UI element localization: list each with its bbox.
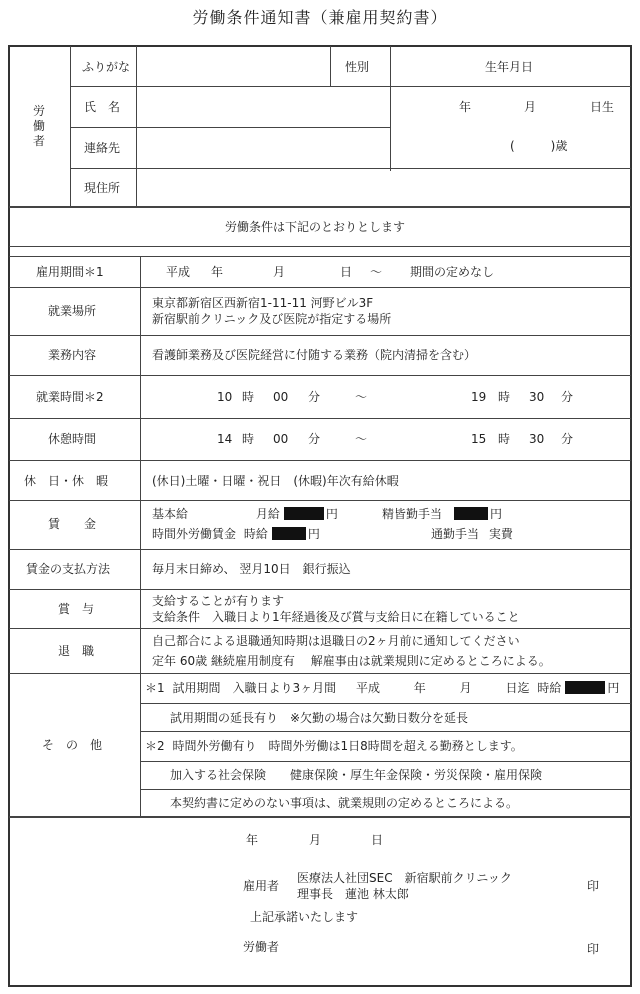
break-end-hour-unit: 時 [498,432,511,446]
row-divider-duties [9,335,631,336]
hours-start-min-unit: 分 [308,390,321,404]
period-era: 平成 [166,265,191,279]
birth-day-unit: 日生 [590,100,615,114]
overtime-text: 時間外労働有り 時間外労働は1日8時間を超える勤務とします。 [172,739,523,753]
hours-start-hour-unit: 時 [242,390,255,404]
wage-monthly-yen: 円 [325,507,338,521]
retire-line2: 定年 60歳 継続雇用制度有 解雇事由は就業規則に定めるところによる。 [152,654,551,668]
retire-line1: 自己都合による退職通知時期は退職日の2ヶ月前に通知してください [152,634,520,648]
break-start-min-unit: 分 [308,432,321,446]
redacted-monthly-salary [284,507,324,520]
break-label: 休憩時間 [48,432,97,446]
period-day-unit: 日 [340,265,353,279]
bonus-label: 賞 与 [58,602,95,616]
worker-label: 労働者 [32,104,45,148]
acceptance-text: 上記承諾いたします [250,910,359,924]
employer-name: 医療法人社団SEC 新宿駅前クリニック [297,871,512,885]
furigana-label: ふりがな [82,60,131,74]
age-field: ( )歳 [510,139,568,153]
trial-text: 試用期間 入職日より3ヶ月間 [172,681,337,695]
name-label: 氏 名 [84,100,121,114]
rules-text: 本契約書に定めのない事項は、就業規則の定めるところによる。 [170,796,519,810]
hours-label: 就業時間＊2 [36,390,104,404]
employer-label: 雇用者 [243,879,280,893]
birth-month-unit: 月 [524,100,537,114]
wage-monthly-label: 月給 [255,507,280,521]
trial-extension: 試用期間の延長有り ※欠勤の場合は欠勤日数分を延長 [170,711,469,725]
wage-base-label: 基本給 [152,507,189,521]
insurance-text: 加入する社会保険 健康保険・厚生年金保険・労災保険・雇用保険 [170,768,543,782]
row-top-period [9,256,631,257]
wage-overtime-label: 時間外労働賃金 [152,527,237,541]
break-end-min: 30 [529,432,545,446]
row-divider-retire [9,628,631,629]
redacted-overtime-rate [272,527,306,540]
hours-end-hour: 19 [471,390,487,404]
hours-end-min: 30 [529,390,545,404]
worker-row-divider-1 [70,86,631,87]
trial-mark: ＊1 [145,681,165,695]
worker-seal: 印 [587,942,600,956]
sign-year-unit: 年 [246,833,259,847]
duties-label: 業務内容 [48,348,97,362]
duties-text: 看護師業務及び医院経営に付随する業務（院内清掃を含む） [152,348,477,362]
wage-overtime [152,526,320,542]
trial-row [145,680,619,696]
wage-attendance-label: 精皆勤手当 [382,507,443,521]
employer-representative: 理事長 蓮池 林太郎 [297,887,409,901]
row-label-divider [140,256,141,816]
row-divider-break [9,418,631,419]
workplace-label: 就業場所 [48,304,97,318]
worker-sign-label: 労働者 [243,940,280,954]
holidays-label: 休 日・休 暇 [24,474,109,488]
period-no-limit: 期間の定めなし [410,265,495,279]
sign-month-unit: 月 [309,833,322,847]
other-label: そ の 他 [42,738,103,752]
break-start-min: 00 [273,432,289,446]
overtime-row [145,738,523,754]
row-divider-hours [9,375,631,376]
table-bottom-line [9,816,631,818]
trial-yen: 円 [607,681,620,695]
hours-tilde: ～ [355,390,368,404]
row-divider-workplace [9,287,631,288]
wage-commute-label: 通勤手当 [431,527,480,541]
other-subrow-1 [140,703,631,704]
break-end-min-unit: 分 [561,432,574,446]
employer-seal: 印 [587,879,600,893]
document-title: 労働条件通知書（兼雇用契約書） [192,8,448,27]
hours-end-min-unit: 分 [561,390,574,404]
other-subrow-2 [140,731,631,732]
wage-hourly-label: 時給 [243,527,268,541]
wage-attendance-yen: 円 [490,507,503,521]
overtime-mark: ＊2 [145,739,165,753]
sign-day-unit: 日 [371,833,384,847]
workplace-address: 東京都新宿区西新宿1-11-11 河野ビル3F [152,296,374,310]
row-divider-wages [9,500,631,501]
trial-until: 日迄 [505,681,530,695]
hours-start-min: 00 [273,390,289,404]
worker-label-divider [70,46,71,206]
payment-text: 毎月末日締め、 翌月10日 銀行振込 [152,562,351,576]
trial-year-unit: 年 [413,681,426,695]
contact-label: 連絡先 [84,141,121,155]
wage-commute [431,526,513,542]
worker-row-divider-3 [70,168,631,169]
intro-text: 労働条件は下記のとおりとします [225,220,406,234]
wage-overtime-yen: 円 [307,527,320,541]
break-start-hour-unit: 時 [242,432,255,446]
break-end-hour: 15 [471,432,487,446]
trial-era: 平成 [355,681,380,695]
row-divider-other [9,673,631,674]
period-month-unit: 月 [273,265,286,279]
row-divider-payment [9,549,631,550]
row-divider-holidays [9,460,631,461]
wages-label: 賃 金 [48,517,97,531]
period-year-unit: 年 [211,265,224,279]
field-label-divider [136,46,137,206]
holidays-text: (休日)土曜・日曜・祝日 (休暇)年次有給休暇 [152,474,399,488]
birthdate-label: 生年月日 [485,60,534,74]
bonus-line2: 支給条件 入職日より1年経過後及び賞与支給日に在籍していること [152,610,520,624]
payment-label: 賃金の支払方法 [26,562,111,576]
worker-row-divider-2 [70,127,390,128]
worker-section-bottom [9,206,631,208]
other-subrow-3 [140,761,631,762]
trial-month-unit: 月 [459,681,472,695]
break-start-hour: 14 [217,432,233,446]
period-tilde: ～ [370,265,383,279]
break-tilde: ～ [355,432,368,446]
wage-attendance [382,506,502,522]
redacted-trial-rate [565,681,605,694]
redacted-attendance-allowance [454,507,488,520]
gender-left-divider [330,46,331,86]
hours-start-hour: 10 [217,390,233,404]
retire-label: 退 職 [58,644,95,658]
gender-label: 性別 [345,60,370,74]
other-subrow-4 [140,789,631,790]
gender-right-divider [390,46,391,171]
wage-commute-value: 実費 [488,527,513,541]
trial-hourly: 時給 [537,681,562,695]
birth-year-unit: 年 [459,100,472,114]
address-label: 現住所 [84,181,121,195]
intro-bottom-line [9,246,631,247]
hours-end-hour-unit: 時 [498,390,511,404]
period-label: 雇用期間＊1 [36,265,104,279]
bonus-line1: 支給することが有ります [152,594,285,608]
row-divider-bonus [9,589,631,590]
workplace-scope: 新宿駅前クリニック及び医院が指定する場所 [152,312,392,326]
wage-base [152,506,338,522]
